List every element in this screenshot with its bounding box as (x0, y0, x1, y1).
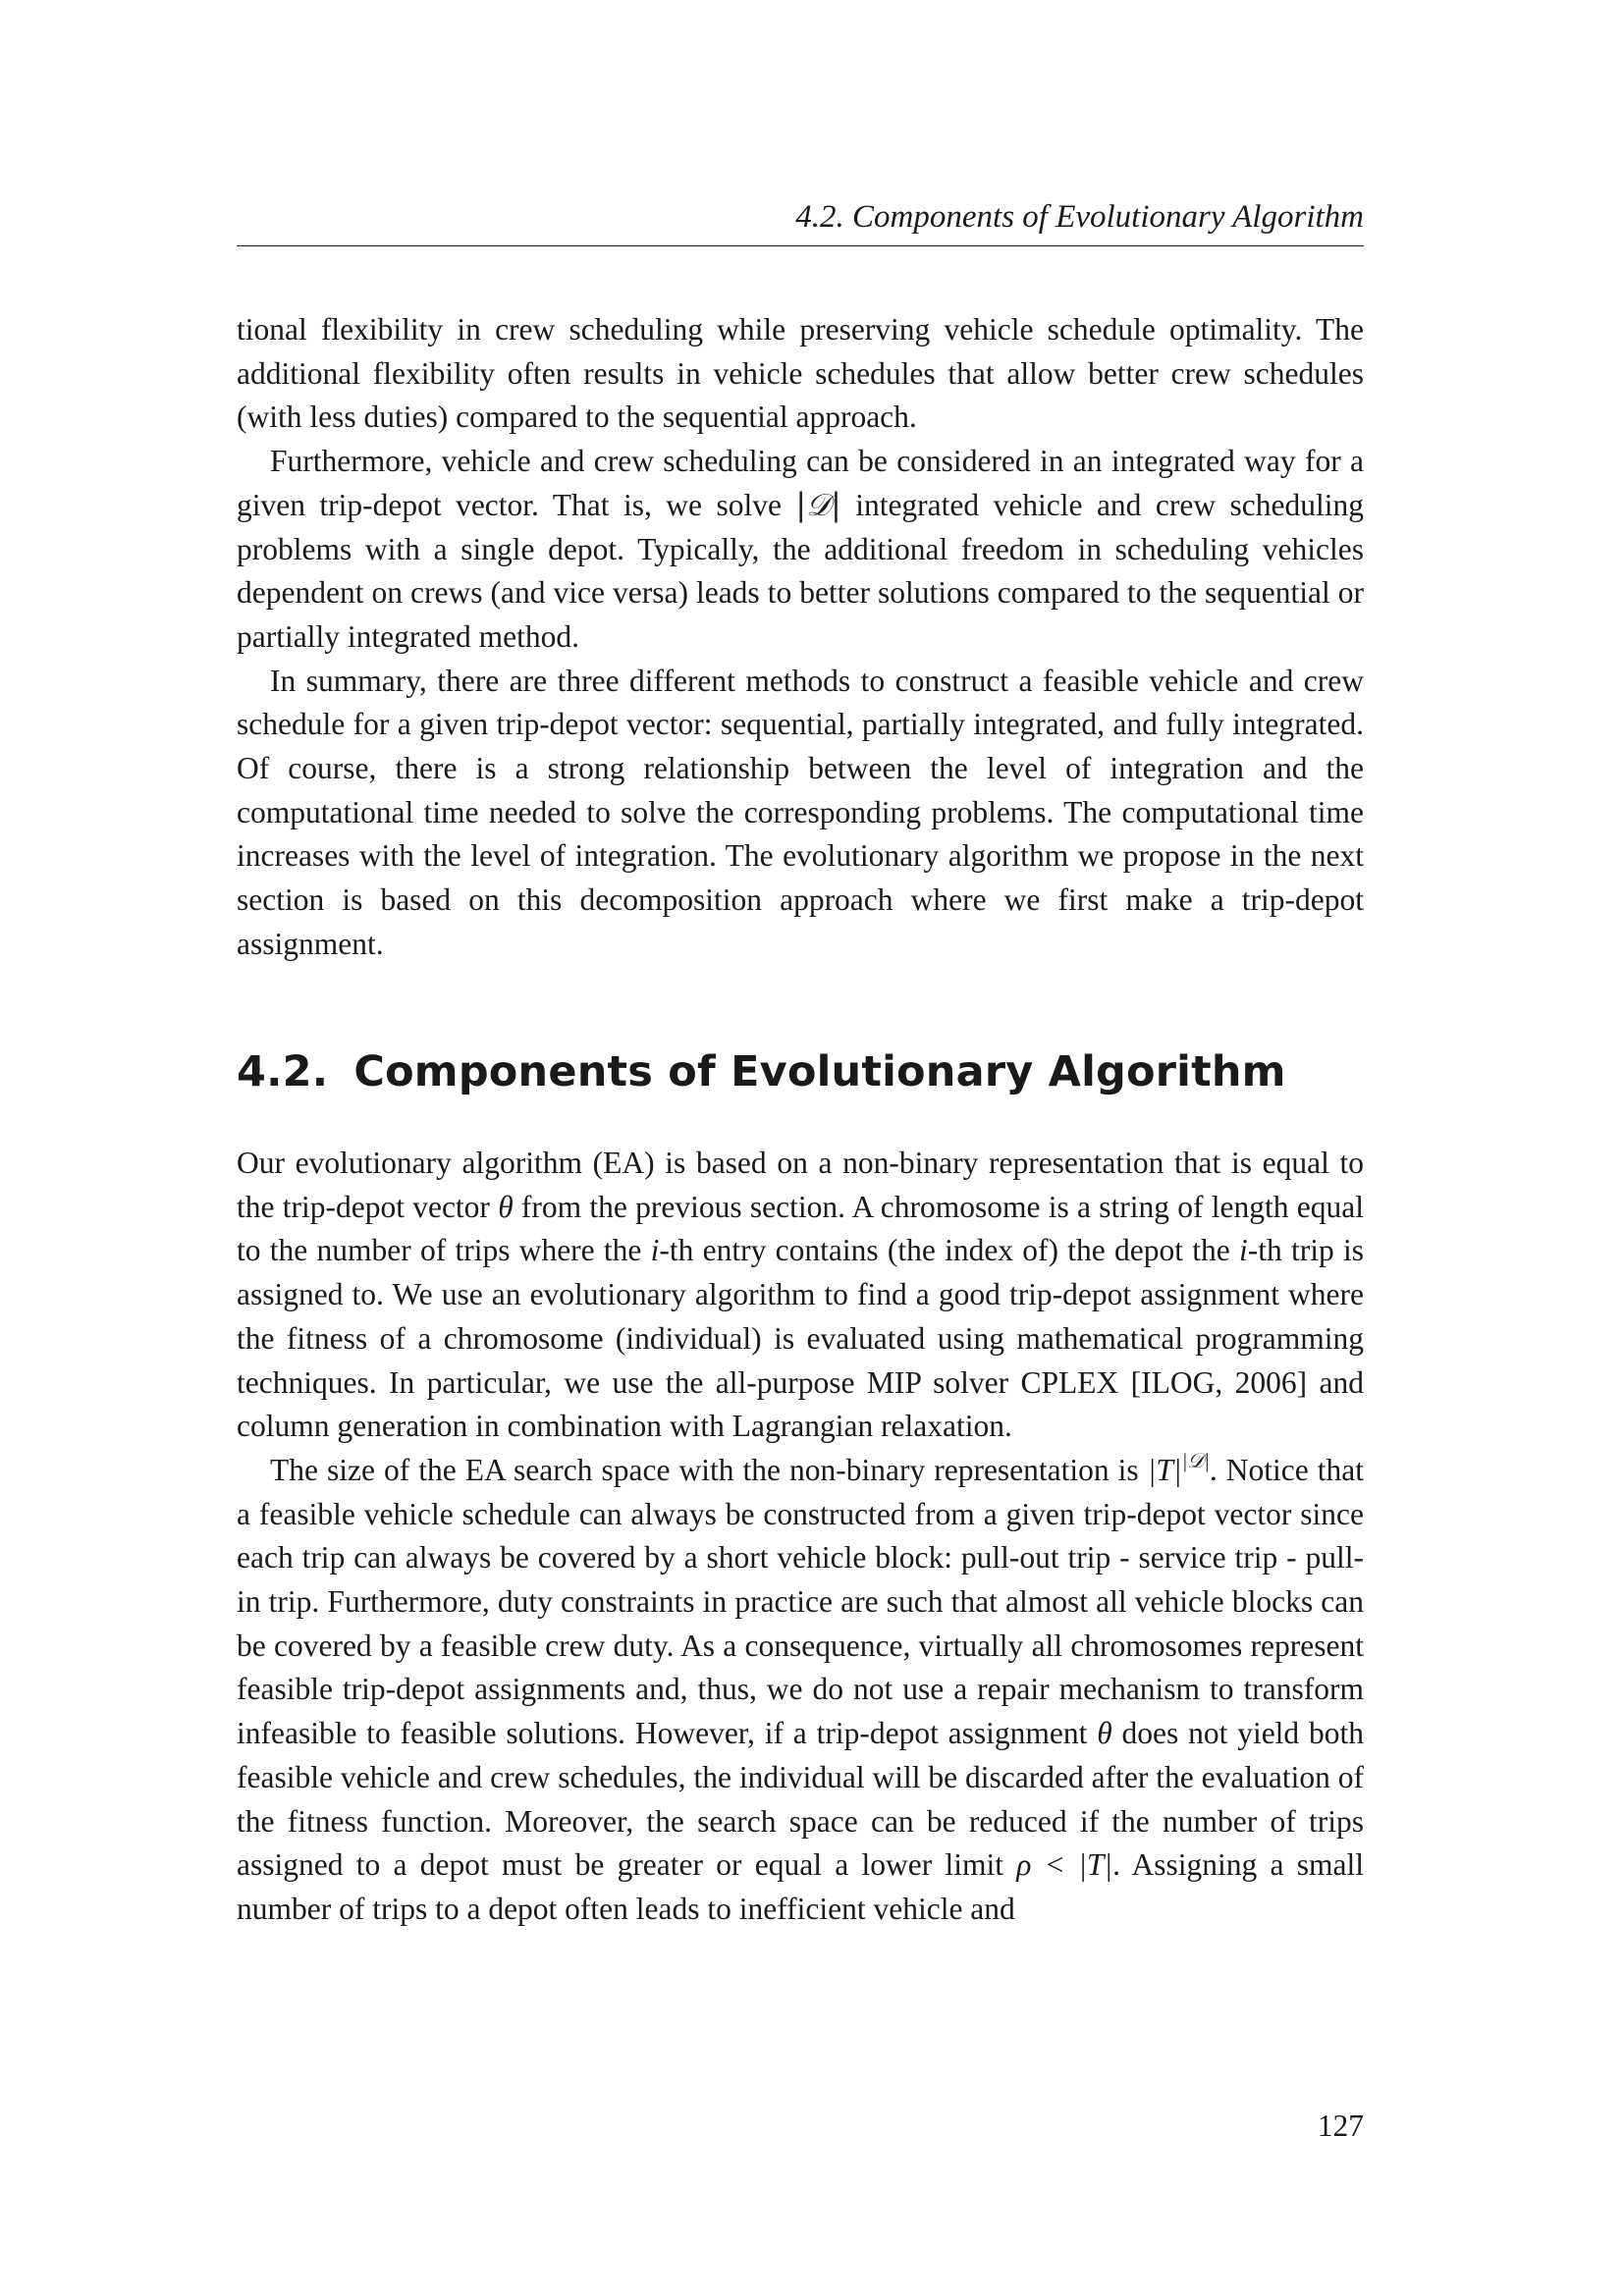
section-heading (237, 1042, 1364, 1101)
body-text-section (237, 1142, 1364, 1932)
paragraph-continued: tional flexibility in crew scheduling while preserving vehicle schedule optimality. The additional flexibility often results in vehicle schedules that allow better crew schedules (with less duties) compared to the sequential approach. (237, 312, 1364, 435)
paragraph-summary: In summary, there are three different methods to construct a feasible vehicle and crew schedule for a given trip-depot vector: sequential, partially integrated, and fully integrated. Of course, there is a strong relationship between the level of integration and the computational time needed to solve the corresponding problems. The computational time increases with the level of integration. The evolutionary algorithm we propose in the next section is based on this decomposition approach where we first make a trip-depot assignment. (237, 663, 1364, 961)
paragraph-integrated-scheduling: Furthermore, vehicle and crew scheduling can be considered in an integrated way for a given trip-depot vector. That is, we solve |𝒟| integrated vehicle and crew scheduling problems with a single depot. Typically, the additional freedom in scheduling vehicles dependent on crews (and vice versa) leads to better solutions compared to the sequential or partially integrated method. (237, 444, 1364, 654)
math-search-space-base: |T| (1147, 1452, 1182, 1487)
header-rule (237, 245, 1364, 246)
math-theta: θ (1097, 1716, 1112, 1751)
math-i: i (650, 1233, 660, 1268)
math-i: i (1238, 1233, 1248, 1268)
math-lower-limit: ρ < |T| (1016, 1847, 1113, 1883)
math-theta: θ (498, 1189, 514, 1224)
page-number: 127 (1317, 2109, 1364, 2143)
paragraph-ea-intro: Our evolutionary algorithm (EA) is based on a non-binary representation that is equal to the trip-depot vector θ from the previous section. A chromosome is a string of length equal to the number of trips where the i-th entry contains (the index of) the depot the i-th trip is assigned to. We use an evolutionary algorithm to find a good trip-depot assignment where the fitness of a chromosome (individual) is evaluated using mathematical programming techniques. In particular, we use the all-purpose MIP solver CPLEX [ILOG, 2006] and column generation in combination with Lagrangian relaxation. (237, 1146, 1364, 1444)
body-text-top (237, 308, 1364, 967)
document-page (237, 0, 1364, 2296)
running-header: 4.2. Components of Evolutionary Algorithm (795, 199, 1364, 235)
section-number: 4.2. (237, 1047, 329, 1096)
section-title: Components of Evolutionary Algorithm (353, 1047, 1286, 1096)
math-depot-count: |𝒟| (795, 487, 841, 523)
paragraph-search-space: The size of the EA search space with the non-binary representation is $|T|^{|𝒟|}$. Notice that a feasible vehicle schedule can always be constructed from a given trip-depot vector since each trip can always be covered by a short vehicle block: pull-out trip - service trip - pull-in trip. Furthermore, duty constraints in practice are such that almost all vehicle blocks can be covered by a feasible crew duty. As a consequence, virtually all chromosomes represent feasible trip-depot assignments and, thus, we do not use a repair mechanism to transform infeasible to feasible solutions. However, if a trip-depot assignment θ does not yield both feasible vehicle and crew schedules, the individual will be discarded after the evaluation of the fitness function. Moreover, the search space can be reduced if the number of trips assigned to a depot must be greater or equal a lower limit ρ < |T|. Assigning a small number of trips to a depot often leads to inefficient vehicle and (237, 1448, 1365, 1926)
math-search-space-exponent: |𝒟| (1181, 1448, 1210, 1472)
